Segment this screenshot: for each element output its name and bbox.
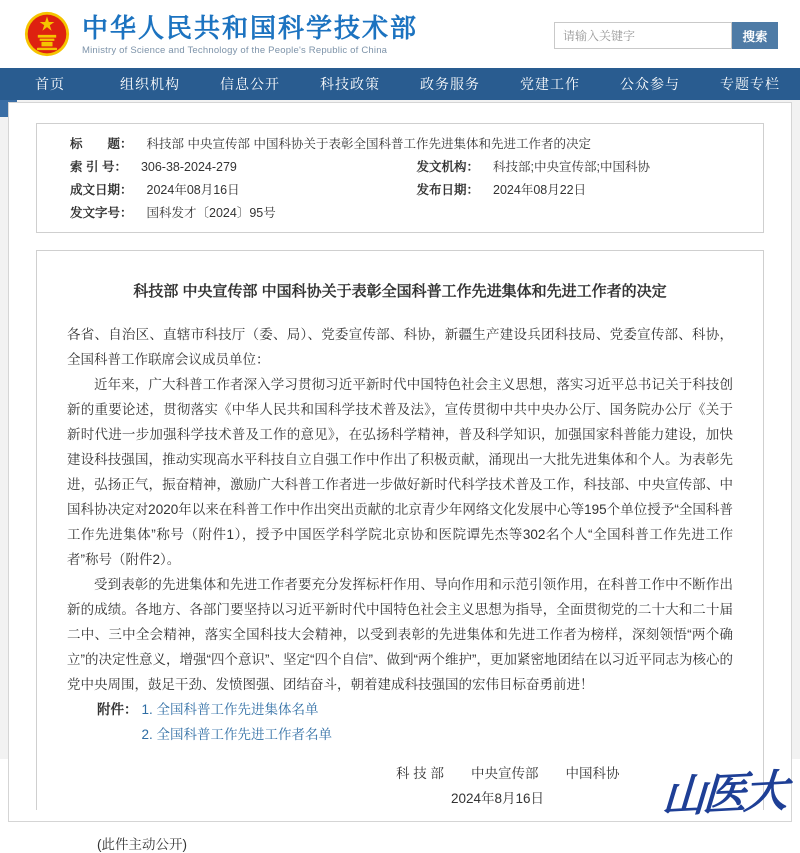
document-body	[36, 250, 787, 852]
meta-title-value: 科技部 中央宣传部 中国科协关于表彰全国科普工作先进集体和先进工作者的决定	[146, 137, 591, 151]
main-nav	[0, 68, 800, 100]
meta-row-index	[70, 156, 763, 179]
disclosure-note: (此件主动公开)	[97, 837, 187, 852]
meta-row-dates	[70, 179, 763, 202]
attachment-link-workers[interactable]: 2. 全国科普工作先进工作者名单	[141, 727, 333, 742]
attachments-label: 附件：	[97, 702, 138, 717]
meta-index-label: 索 引 号：	[70, 160, 127, 174]
nav-item-special-topics[interactable]: 专题专栏	[720, 76, 780, 92]
signature-date: 2024年8月16日	[451, 791, 545, 806]
calligraphy-watermark: 山医大	[660, 765, 787, 824]
meta-title-label: 标 题：	[70, 137, 133, 151]
document-paragraph: 受到表彰的先进集体和先进工作者要充分发挥标杆作用、导向作用和示范引领作用，在科普工作中不断作出新的成绩。各地方、各部门要坚持以习近平新时代中国特色社会主义思想为指导，全面贯彻党的二十大和二十届二中、三中全会精神，落实全国科技大会精神，以受到表彰的先进集体和先进工作者为榜样，深刻领悟“两个确立”的决定性意义，增强“四个意识”、坚定“四个自信”、做到“两个维护”，更加紧密地团结在以习近平同志为核心的党中央周围，鼓足干劲、发愤图强、团结奋斗，朝着建成科技强国的宏伟目标奋勇前进！	[67, 577, 733, 692]
nav-item-participation[interactable]: 公众参与	[620, 76, 680, 92]
search-input[interactable]	[554, 22, 732, 49]
document-title: 科技部 中央宣传部 中国科协关于表彰全国科普工作先进集体和先进工作者的决定	[133, 283, 667, 300]
site-title: 中华人民共和国科学技术部	[82, 12, 419, 43]
nav-item-home[interactable]: 首页	[35, 76, 65, 92]
meta-index-value: 306-38-2024-279	[140, 160, 237, 174]
page-body	[0, 100, 800, 852]
meta-row-title	[70, 133, 763, 156]
meta-doc-number-label: 发文字号：	[70, 206, 133, 220]
signature-agencies: 科 技 部 中央宣传部 中国科协	[396, 766, 620, 781]
document-metadata-table	[36, 123, 764, 233]
site-brand	[82, 13, 418, 56]
nav-item-policy[interactable]: 科技政策	[320, 76, 380, 92]
search-button[interactable]: 搜索	[732, 22, 778, 49]
nav-item-services[interactable]: 政务服务	[420, 76, 480, 92]
meta-doc-number-value: 国科发才〔2024〕95号	[146, 206, 276, 220]
attachments-block	[97, 697, 733, 747]
meta-written-date-label: 成文日期：	[70, 183, 133, 197]
meta-row-doc-number	[70, 202, 763, 225]
site-subtitle: Ministry of Science and Technology of the People's Republic of China	[82, 44, 388, 56]
national-emblem-icon	[24, 11, 70, 57]
nav-item-organization[interactable]: 组织机构	[120, 76, 180, 92]
nav-item-info-disclosure[interactable]: 信息公开	[220, 76, 280, 92]
search-bar	[554, 22, 778, 49]
meta-publish-date-label: 发布日期：	[416, 183, 480, 197]
document-paragraph: 近年来，广大科普工作者深入学习贯彻习近平新时代中国特色社会主义思想，落实习近平总书记关于科技创新的重要论述，贯彻落实《中华人民共和国科学技术普及法》，宣传贯彻中共中央办公厅、国务院办公厅《关于新时代进一步加强科学技术普及工作的意见》，在弘扬科学精神，普及科学知识，加强国家科普能力建设，加快建设科技强国，推动实现高水平科技自立自强工作中作出了积极贡献，涌现出一大批先进集体和个人。为表彰先进，弘扬正气，振奋精神，激励广大科普工作者进一步做好新时代科学技术普及工作，科技部、中央宣传部、中国科协决定对2020年以来在科普工作中作出突出贡献的北京青少年网络文化发展中心等195个单位授予“全国科普工作先进集体”称号（附件1），授予中国医学科学院北京协和医院谭先杰等302名个人“全国科普工作先进工作者”称号（附件2）。	[67, 377, 733, 567]
document-salutation: 各省、自治区、直辖市科技厅（委、局）、党委宣传部、科协，新疆生产建设兵团科技局、党委宣传部、科协，全国科普工作联席会议成员单位：	[67, 327, 733, 367]
content-container	[8, 102, 792, 852]
site-header	[0, 0, 800, 68]
meta-agency-value: 科技部;中央宣传部;中国科协	[493, 160, 650, 174]
meta-publish-date-value: 2024年08月22日	[493, 183, 587, 197]
nav-item-party-building[interactable]: 党建工作	[520, 76, 580, 92]
meta-agency-label: 发文机构：	[416, 160, 480, 174]
meta-written-date-value: 2024年08月16日	[146, 183, 240, 197]
attachment-link-collectives[interactable]: 1. 全国科普工作先进集体名单	[141, 702, 319, 717]
